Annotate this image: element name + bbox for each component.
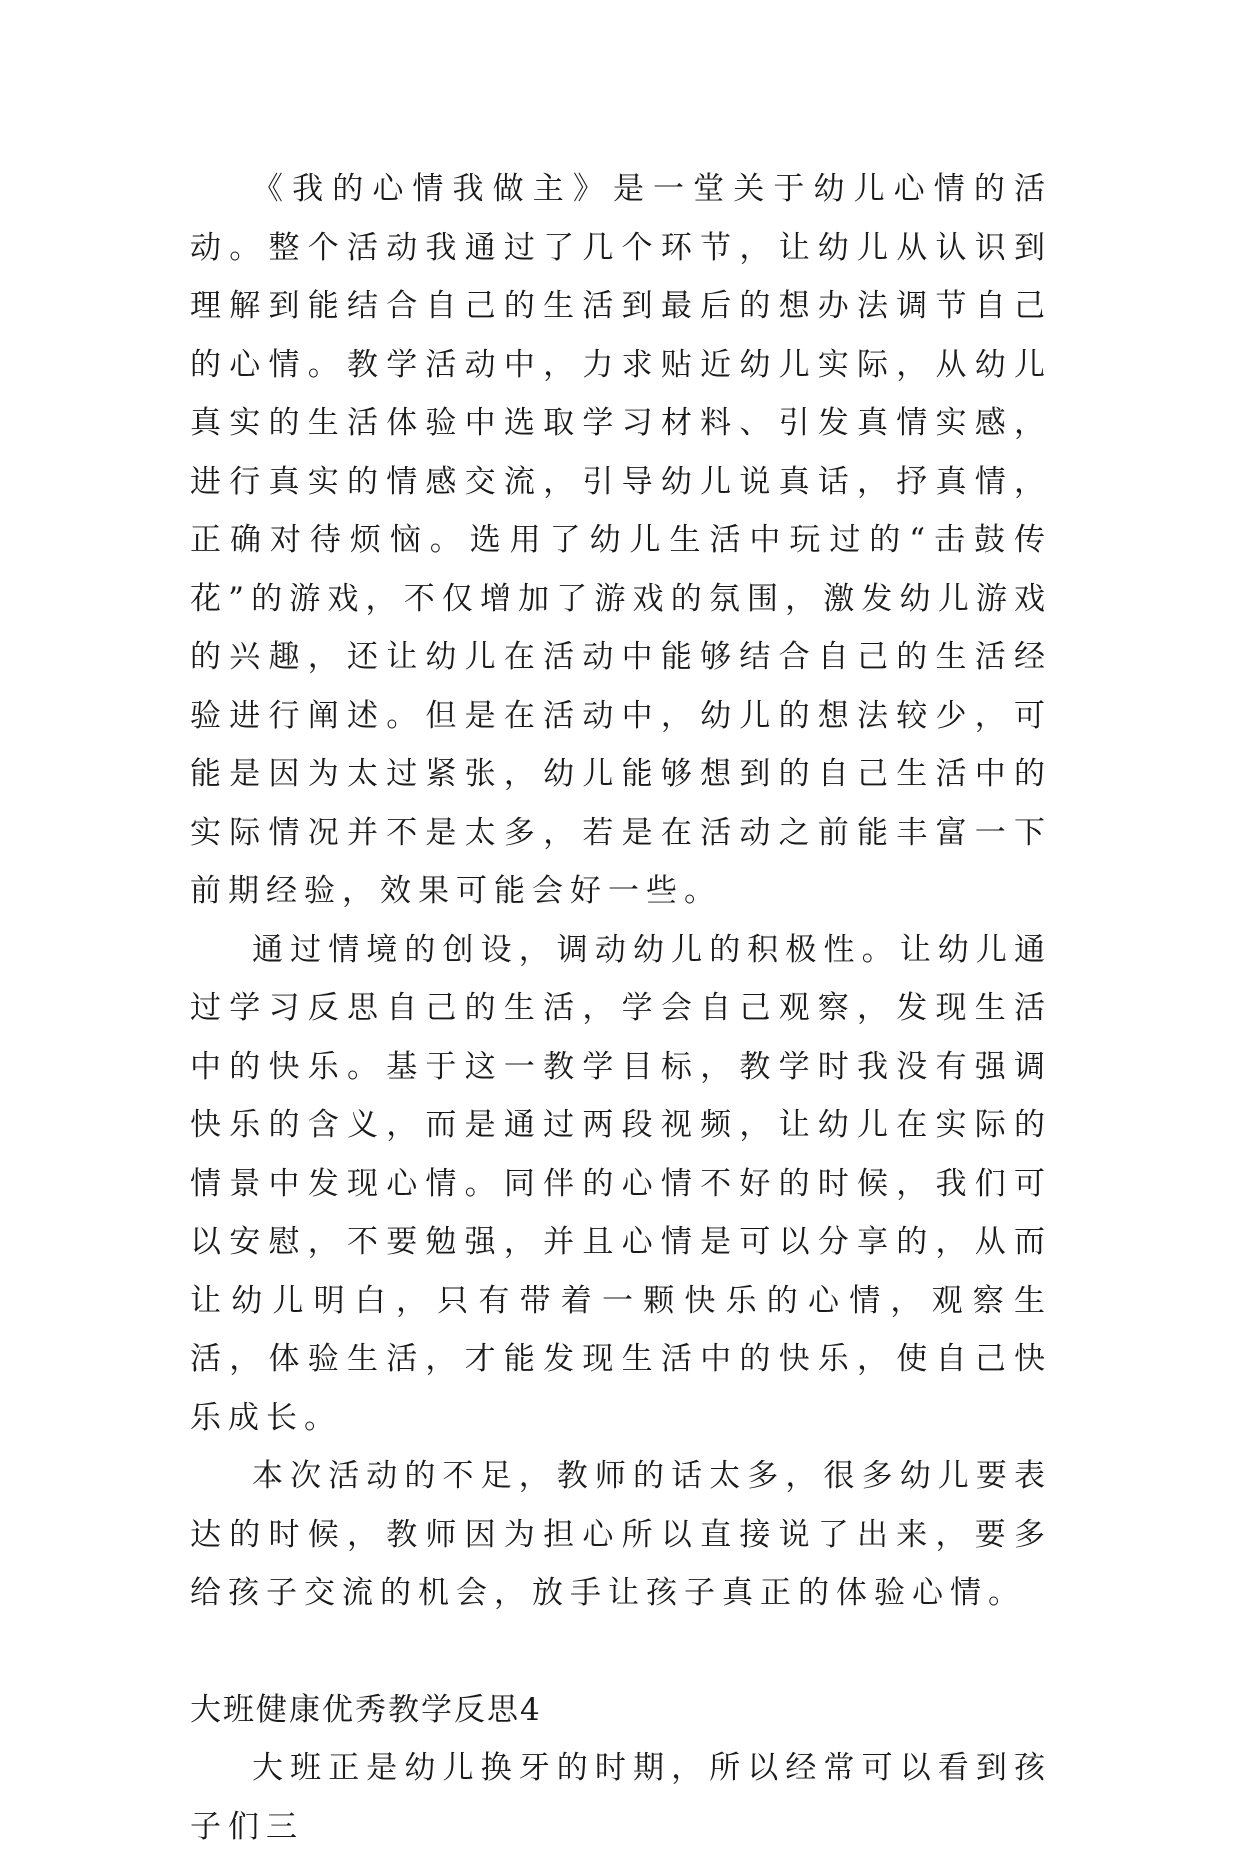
section-heading: 大班健康优秀教学反思4 — [190, 1691, 542, 1728]
section-paragraph-1: 大班正是幼儿换牙的时期，所以经常可以看到孩子们三 — [190, 1750, 1052, 1845]
paragraph-2: 通过情境的创设，调动幼儿的积极性。让幼儿通过学习反思自己的生活，学会自己观察，发现生活中的快乐。基于这一教学目标，教学时我没有强调快乐的含义，而是通过两段视频，让幼儿在实际的情景中发现心情。同伴的心情不好的时候，我们可以安慰，不要勉强，并且心情是可以分享的，从而让幼儿明白，只有带着一颗快乐的心情，观察生活，体验生活，才能发现生活中的快乐，使自己快乐成长。 — [190, 931, 1052, 1436]
document-page — [190, 160, 1052, 1856]
paragraph-3: 本次活动的不足，教师的话太多，很多幼儿要表达的时候，教师因为担心所以直接说了出来，要多给孩子交流的机会，放手让孩子真正的体验心情。 — [190, 1458, 1052, 1611]
section-spacer — [190, 1623, 1052, 1681]
paragraph-1: 《我的心情我做主》是一堂关于幼儿心情的活动。整个活动我通过了几个环节，让幼儿从认识到理解到能结合自己的生活到最后的想办法调节自己的心情。教学活动中，力求贴近幼儿实际，从幼儿真实的生活体验中选取学习材料、引发真情实感，进行真实的情感交流，引导幼儿说真话，抒真情，正确对待烦恼。选用了幼儿生活中玩过的“击鼓传花”的游戏，不仅增加了游戏的氛围，激发幼儿游戏的兴趣，还让幼儿在活动中能够结合自己的生活经验进行阐述。但是在活动中，幼儿的想法较少，可能是因为太过紧张，幼儿能够想到的自己生活中的实际情况并不是太多，若是在活动之前能丰富一下前期经验，效果可能会好一些。 — [190, 171, 1052, 909]
